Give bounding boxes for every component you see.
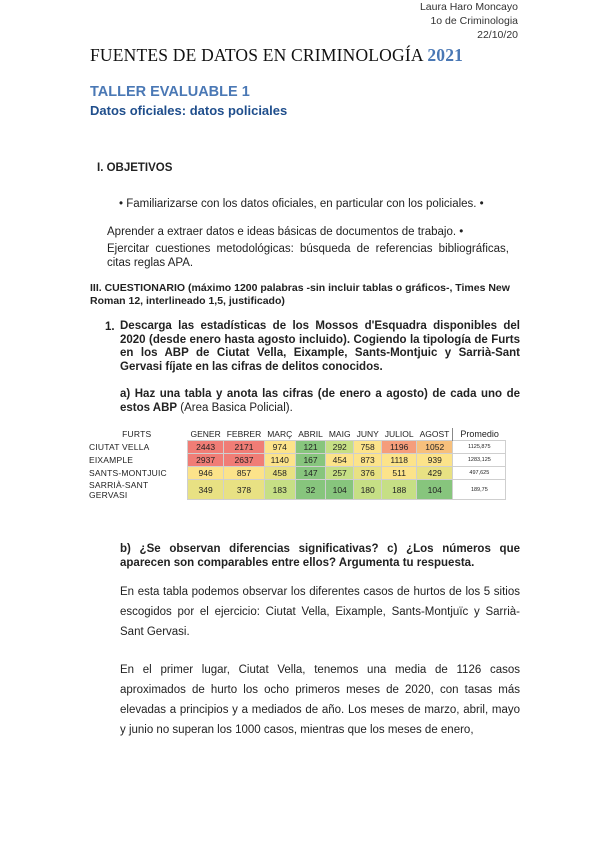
q1-text: Descarga las estadísticas de los Mossos d'Esquadra disponibles del 2020 (desde enero hasta agosto incluido). Cogiendo la tipología de Furts en los ABP de Ciutat Vella, Eixample, Sants-Montjuic y Sarrià-Sant Gervasi fíjate en las cifras de delitos conocidos. [120,320,520,373]
title-year: 2021 [427,45,464,65]
table-cell: 183 [264,480,295,500]
table-row [86,454,506,467]
objetivo-item-3: Ejercitar cuestiones metodológicas: búsqueda de referencias bibliográficas, citas reglas APA. [107,243,509,269]
row-label: CIUTAT VELLA [89,442,150,452]
table-cell: 974 [264,441,295,454]
row-label: EIXAMPLE [89,455,134,465]
title-text: FUENTES DE DATOS EN CRIMINOLOGÍA [90,45,423,65]
table-cell: 180 [354,480,382,500]
average-cell: 1125,875 [453,441,506,454]
cuestionario-heading: III. CUESTIONARIO [90,282,186,294]
header-cell: FURTS [86,428,188,441]
table-cell: 857 [224,467,264,480]
table-cell: 257 [326,467,354,480]
header-cell: Promedio [453,428,506,441]
table-cell: 292 [326,441,354,454]
q1a-bold: a) Haz una tabla y anota las cifras (de enero a agosto) de cada uno de estos ABP [120,388,520,414]
table-row [86,480,506,500]
answer-paragraph-1: En esta tabla podemos observar los diferentes casos de hurtos de los 5 sitios escogidos por el ejercicio: Ciutat Vella, Eixample, Sants-Montjuïc y Sarrià-Sant Gervasi. [120,586,520,638]
average-cell: 189,75 [453,480,506,500]
table-cell: 167 [295,454,326,467]
cuestionario-block [90,282,522,308]
table-row [86,441,506,454]
answer-paragraph-2: En el primer lugar, Ciutat Vella, tenemos una media de 1126 casos aproximados de hurto los ocho primeros meses de 2020, con tasas más elevadas a principios y a mediados de año. Los meses de marzo, abril, mayo y junio no superan los 1000 casos, mientras que los meses de enero, [120,664,520,736]
subtitle: Datos oficiales: datos policiales [90,103,288,118]
table-cell: 758 [354,441,382,454]
taller-heading: TALLER EVALUABLE 1 [90,84,250,100]
objetivo-item-1: • Familiarizarse con los datos oficiales, en particular con los policiales. • [119,198,484,210]
table-cell: 1052 [417,441,453,454]
table-cell: 939 [417,454,453,467]
table-cell: 1196 [382,441,417,454]
table-cell: 32 [295,480,326,500]
header-cell: ABRIL [295,428,326,441]
objetivo-item-2: Aprender a extraer datos e ideas básicas de documentos de trabajo. • [107,226,464,238]
table-cell: 147 [295,467,326,480]
table-cell: 378 [224,480,264,500]
row-label: SANTS-MONTJUIC [89,468,167,478]
table-cell: 376 [354,467,382,480]
furts-table [86,428,506,500]
header-cell: FEBRER [224,428,264,441]
table-cell: 1140 [264,454,295,467]
row-label: SARRIÀ-SANT GERVASI [89,479,149,500]
table-cell: 2937 [188,454,224,467]
table-cell: 429 [417,467,453,480]
header-cell: JULIOL [382,428,417,441]
qb-text: b) ¿Se observan diferencias significativas? c) ¿Los números que aparecen son comparables entre ellos? Argumenta tu respuesta. [120,543,520,569]
table-cell: 349 [188,480,224,500]
header-cell: MAIG [326,428,354,441]
header-cell: GENER [188,428,224,441]
cuestionario-note: (máximo 1200 palabras -sin incluir tablas o gráficos-, Times New Roman 12, interlineado 1,5, justificado) [90,282,510,307]
page-title [90,45,463,66]
course-label: 1o de Criminologia [430,15,518,27]
average-cell: 497,625 [453,467,506,480]
table-cell: 188 [382,480,417,500]
table-cell: 2171 [224,441,264,454]
table-cell: 946 [188,467,224,480]
header-info [420,0,518,42]
table-cell: 1118 [382,454,417,467]
header-cell: AGOST [417,428,453,441]
table-cell: 104 [417,480,453,500]
table-cell: 121 [295,441,326,454]
q1-number: 1. [105,321,115,333]
table-cell: 2443 [188,441,224,454]
date-label: 22/10/20 [477,29,518,41]
header-cell: JUNY [354,428,382,441]
table-header-row [86,428,506,441]
table-cell: 2637 [224,454,264,467]
table-row [86,467,506,480]
table-cell: 458 [264,467,295,480]
table-cell: 511 [382,467,417,480]
objetivos-heading: I. OBJETIVOS [97,162,173,174]
average-cell: 1283,125 [453,454,506,467]
q1a-normal: (Area Basica Policial). [177,401,293,414]
author-name: Laura Haro Moncayo [419,1,518,13]
table-cell: 873 [354,454,382,467]
table-cell: 104 [326,480,354,500]
q1a-text [120,388,520,415]
table-cell: 454 [326,454,354,467]
header-cell: MARÇ [264,428,295,441]
